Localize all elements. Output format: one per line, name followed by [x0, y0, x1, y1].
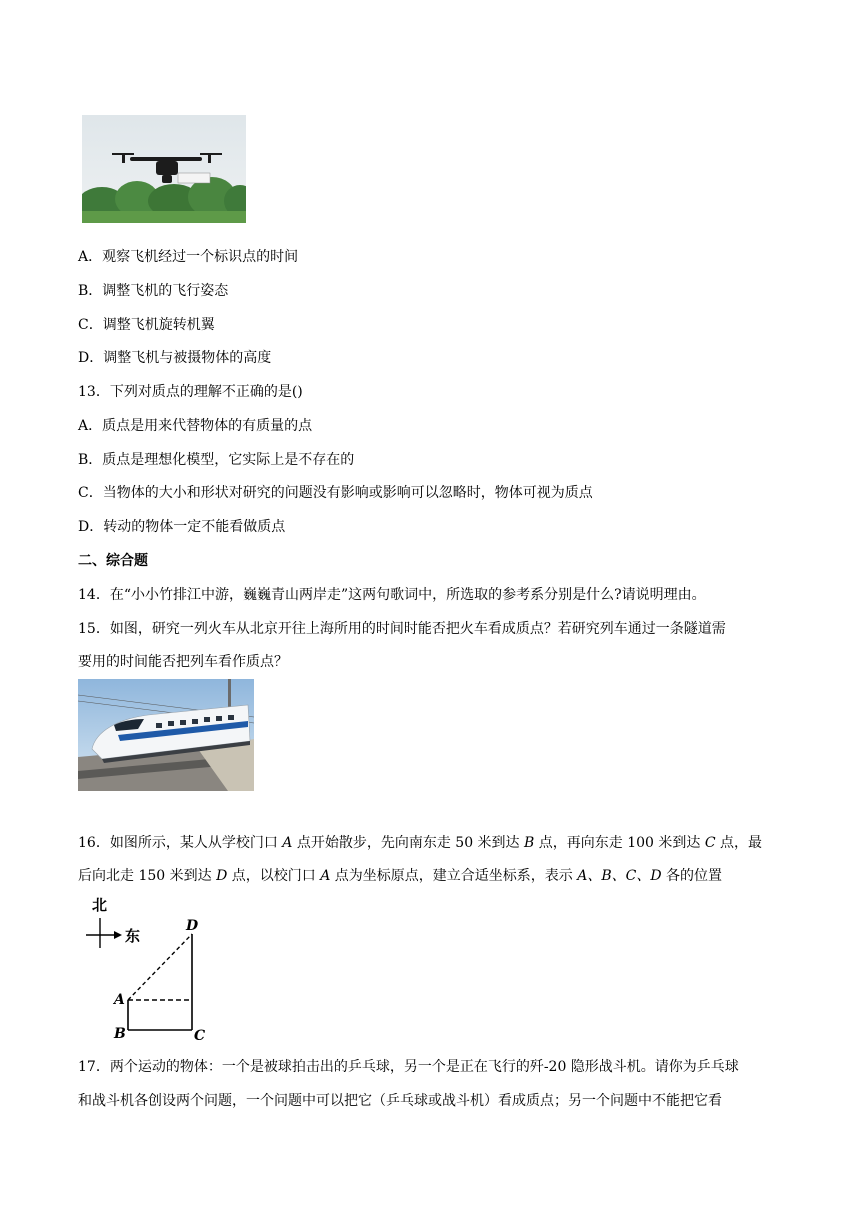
north-label: 北	[92, 896, 108, 914]
q16-line-2-part: 后向北走 150 米到达	[78, 868, 217, 884]
q13-stem: 13．下列对质点的理解不正确的是()	[78, 384, 303, 400]
q16-line-1-part: 点，再向东走 100 米到达	[534, 835, 705, 851]
q16-line-2-part: 点为坐标原点，建立合适坐标系，表示	[330, 868, 578, 884]
q16-line-2	[78, 866, 722, 886]
q16-line-2-part: 点，以校门口	[227, 868, 321, 884]
q13-option-a: A．质点是用来代替物体的有质量的点	[78, 418, 313, 434]
train-photo	[78, 679, 254, 791]
section-title: 二、综合题	[78, 553, 148, 569]
q15-line-1: 15．如图，研究一列火车从北京开往上海所用的时间时能否把火车看成质点？若研究列车通过一条隧道需	[78, 621, 726, 637]
q12-option-a: A．观察飞机经过一个标识点的时间	[78, 249, 299, 265]
point-a-label: A	[114, 992, 125, 1008]
q13-option-c: C．当物体的大小和形状对研究的问题没有影响或影响可以忽略时，物体可视为质点	[78, 485, 593, 501]
path-diagram	[80, 892, 220, 1042]
q16-line-2-part: 各的位置	[661, 868, 723, 884]
drone-photo	[82, 115, 246, 223]
q16-line-1-part: 点，最	[715, 835, 763, 851]
east-label: 东	[125, 927, 141, 945]
q16-var: B	[524, 835, 535, 851]
q12-option-d: D．调整飞机与被摄物体的高度	[78, 350, 272, 366]
q13-option-d: D．转动的物体一定不能看做质点	[78, 519, 286, 535]
q13-option-b: B．质点是理想化模型，它实际上是不存在的	[78, 452, 355, 468]
compass-east-arrow	[114, 931, 122, 939]
point-c-label: C	[194, 1028, 206, 1042]
q16-var: D	[216, 868, 228, 884]
q14-text: 14．在“小小竹排江中游，巍巍青山两岸走”这两句歌词中，所选取的参考系分别是什么?请说明理由。	[78, 587, 706, 603]
q12-option-c: C．调整飞机旋转机翼	[78, 317, 215, 333]
q16-var: C	[704, 835, 716, 851]
q16-line-1-part: 点开始散步，先向南东走 50 米到达	[292, 835, 525, 851]
q12-option-b: B．调整飞机的飞行姿态	[78, 283, 229, 299]
point-b-label: B	[114, 1026, 126, 1042]
q16-var: A	[320, 868, 331, 884]
q15-line-2: 要用的时间能否把列车看作质点？	[78, 654, 288, 670]
q16-var: A、B、C、D	[577, 868, 662, 884]
point-d-label: D	[186, 918, 199, 934]
q16-line-1-part: 16．如图所示，某人从学校门口	[78, 835, 283, 851]
q17-line-2: 和战斗机各创设两个问题，一个问题中可以把它（乒乓球或战斗机）看成质点；另一个问题中不能把它看	[78, 1093, 722, 1109]
q17-line-1: 17．两个运动的物体：一个是被球拍击出的乒乓球，另一个是正在飞行的歼-20 隐形战斗机。请你为乒乓球	[78, 1059, 739, 1075]
q16-line-1	[78, 833, 762, 853]
q16-var: A	[282, 835, 293, 851]
